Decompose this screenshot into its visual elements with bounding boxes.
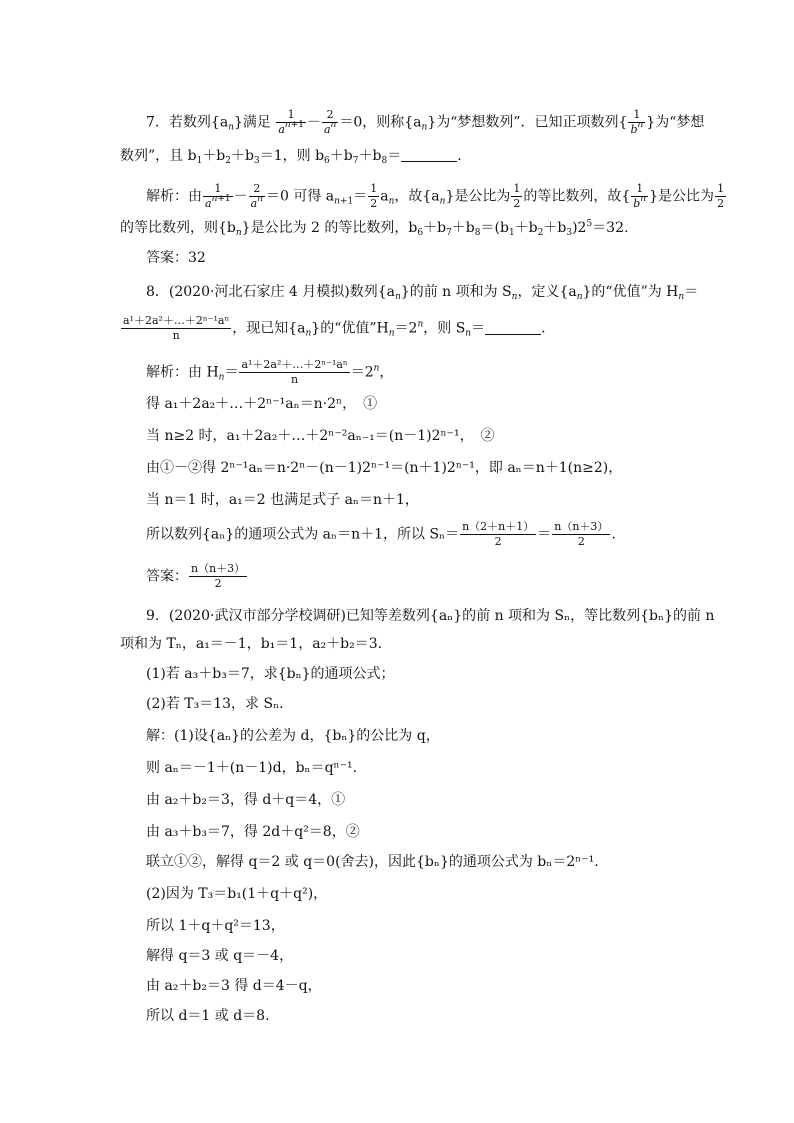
q8-solution-line2: 得 a₁＋2a₂＋…＋2ⁿ⁻¹aₙ＝n·2ⁿ， ① <box>146 396 378 412</box>
q8-stem-line2: $\frac{\text{a¹＋2a²＋…＋2ⁿ⁻¹aⁿ}}{n}$ ，现已知$\{a_n\}$的“优值$”H_n=2^n$，则 $S_n=$ . <box>123 314 546 342</box>
q7-fraction-3: $\frac{1}{b^n}$ <box>630 108 644 136</box>
q8-stem-line1: 8．(2020·河北石家庄 4 月模拟)数列$\{a_n\}$的前 n 项和为 $S_n$，定义$\{a_n\}$的“优值”为 $H_n=$ <box>146 284 699 302</box>
q8-solution-line4: 由①－②得 2ⁿ⁻¹aₙ＝n·2ⁿ－(n－1)2ⁿ⁻¹＝(n＋1)2ⁿ⁻¹，即 aₙ＝n＋1(n≥2)， <box>146 460 623 476</box>
q8-fraction-optimal: $\frac{\text{a¹＋2a²＋…＋2ⁿ⁻¹aⁿ}}{n}$ <box>123 314 230 342</box>
q9-solution-line3: 由 a₂＋b₂＝3，得 d＋q＝4，① <box>146 792 346 808</box>
q9-solution-line9: 由 a₂＋b₂＝3 得 d＝4－q， <box>146 978 322 994</box>
q9-stem-line1: 9．(2020·武汉市部分学校调研)已知等差数列{aₙ}的前 n 项和为 Sₙ，等比数列{bₙ}的前 n <box>146 608 715 624</box>
q7-solution-line1: 解析：由 $\frac{1}{a^{n+1}}$ － $\frac{2}{a^n}$ ＝0 可得 $a_{n+1}=$ $\frac{1}{2}$ $a_n$，故$\{a_n\}$是公比为 $\frac{1}{2}$ 的等比数列，故{ $\frac{1}{b^n}$ }是公比为 $\frac{1}{2}$ <box>146 182 725 210</box>
q8-solution-line1: 解析：由 $H_n=$ $\frac{\text{a¹＋2a²＋…＋2ⁿ⁻¹aⁿ}}{n}$ $=2^n$， <box>146 358 394 386</box>
q7-stem-line1: 7．若数列$\{a_n\}$满足 $\frac{1}{a^{n+1}}$ － $\frac{2}{a^n}$ ＝0，则称$\{a_n\}$为“梦想数列”．已知正项数列{ $\frac{1}{b^n}$ }为“梦想 <box>146 108 705 136</box>
q7-stem-line2: 数列”，且 $b_1+b_2+b_3=1$，则 $b_6+b_7+b_8=$ . <box>120 148 462 166</box>
q9-solution-line6: (2)因为 T₃＝b₁(1＋q＋q²)， <box>146 886 328 902</box>
q8-solution-line3: 当 n≥2 时，a₁＋2a₂＋…＋2ⁿ⁻²aₙ₋₁＝(n－1)2ⁿ⁻¹， ② <box>146 428 495 444</box>
q9-solution-line2: 则 aₙ＝－1＋(n－1)d，bₙ＝qⁿ⁻¹. <box>146 760 358 776</box>
answer-blank <box>401 147 457 162</box>
q8-solution-line6: 所以数列{aₙ}的通项公式为 aₙ＝n＋1，所以 Sₙ＝ $\frac{n(2+n+1)}{2}$ ＝ $\frac{n(n+3)}{2}$ . <box>146 520 616 548</box>
q7-fraction-1: $\frac{1}{a^{n+1}}$ <box>278 108 304 136</box>
q9-solution-line10: 所以 d＝1 或 d＝8. <box>146 1008 270 1024</box>
q9-solution-line1: 解：(1)设{aₙ}的公差为 d，{bₙ}的公比为 q， <box>146 728 440 744</box>
q9-solution-line7: 所以 1＋q＋q²＝13， <box>146 918 285 934</box>
q9-part1: (1)若 a₃＋b₃＝7，求{bₙ}的通项公式； <box>146 666 395 682</box>
q7-fraction-2: $\frac{2}{a^n}$ <box>323 108 337 136</box>
q7-answer: 答案：32 <box>146 250 206 266</box>
q9-solution-line4: 由 a₃＋b₃＝7，得 2d＋q²＝8，② <box>146 824 360 840</box>
q9-stem-line2: 项和为 Tₙ，a₁＝－1，b₁＝1，a₂＋b₂＝3. <box>120 636 383 652</box>
q8-solution-line5: 当 n＝1 时，a₁＝2 也满足式子 aₙ＝n＋1， <box>146 492 419 508</box>
answer-blank <box>485 320 541 335</box>
q9-part2: (2)若 T₃＝13，求 Sₙ. <box>146 696 284 712</box>
q9-solution-line5: 联立①②，解得 q＝2 或 q＝0(舍去)，因此{bₙ}的通项公式为 bₙ＝2ⁿ⁻¹. <box>146 854 599 870</box>
q9-solution-line8: 解得 q＝3 或 q＝－4， <box>146 948 294 964</box>
q7-solution-line2: 的等比数列，则$\{b_n\}$是公比为 2 的等比数列，$b_6+b_7+b_8=(b_1+b_2+b_3)2^5=32$. <box>120 219 629 238</box>
q8-answer: 答案： $\frac{n(n+3)}{2}$ <box>146 562 246 590</box>
